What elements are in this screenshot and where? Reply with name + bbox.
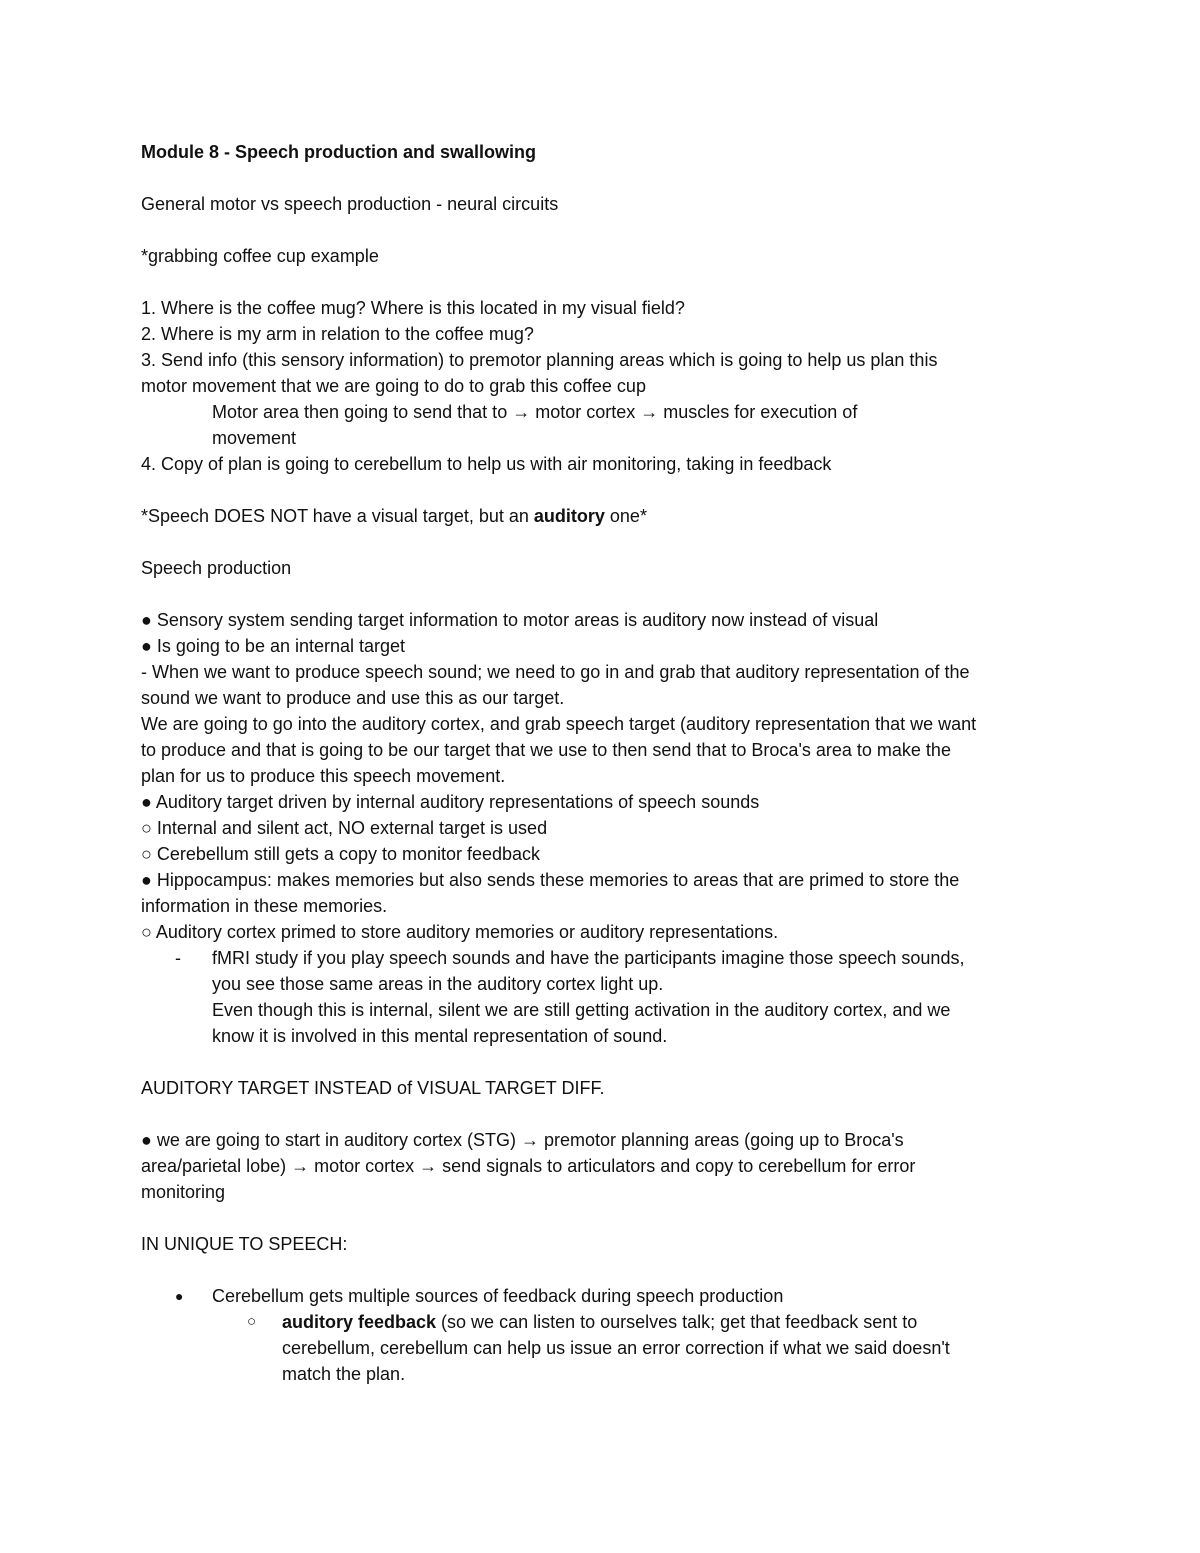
speech-line-4: sound we want to produce and use this as our target. xyxy=(141,688,565,708)
unique-sub-item-rest: (so we can listen to ourselves talk; get that feedback sent to xyxy=(436,1312,918,1332)
speech-heading: Speech production xyxy=(141,558,292,578)
spacer xyxy=(141,269,1061,295)
dash-marker: - xyxy=(175,948,181,968)
unique-heading: IN UNIQUE TO SPEECH: xyxy=(141,1234,348,1254)
speech-line-11: ● Hippocampus: makes memories but also sends these memories to areas that are primed to store the xyxy=(141,870,960,890)
pathway-line-1: ● we are going to start in auditory cortex (STG) → premotor planning areas (going up to Broca's xyxy=(141,1130,904,1150)
step-3-indent-line-1: Motor area then going to send that to → motor cortex → muscles for execution of xyxy=(212,402,858,422)
fmri-line-1: fMRI study if you play speech sounds and have the participants imagine those speech sounds, xyxy=(212,948,965,968)
example-heading: *grabbing coffee cup example xyxy=(141,246,379,266)
speech-note-bold: auditory xyxy=(533,506,605,526)
document-page xyxy=(141,139,1061,1387)
unique-item-text: Cerebellum gets multiple sources of feedback during speech production xyxy=(212,1286,784,1306)
speech-line-12: information in these memories. xyxy=(141,896,388,916)
unique-item xyxy=(141,1283,1061,1309)
speech-line-10: ○ Cerebellum still gets a copy to monitor feedback xyxy=(141,844,541,864)
fmri-line-3: Even though this is internal, silent we are still getting activation in the auditory cortex, and we xyxy=(212,1000,951,1020)
fmri-line-4: know it is involved in this mental representation of sound. xyxy=(212,1026,668,1046)
step-3-indent-line-2: movement xyxy=(212,428,297,448)
document-title: Module 8 - Speech production and swallowing xyxy=(141,142,537,162)
step-3-line-2: motor movement that we are going to do to grab this coffee cup xyxy=(141,376,646,396)
speech-line-9: ○ Internal and silent act, NO external target is used xyxy=(141,818,548,838)
spacer xyxy=(141,165,1061,191)
spacer xyxy=(141,477,1061,503)
speech-line-6: to produce and that is going to be our target that we use to then send that to Broca's area to make the xyxy=(141,740,951,760)
speech-line-3: - When we want to produce speech sound; we need to go in and grab that auditory representation of the xyxy=(141,662,970,682)
step-3-line-1: 3. Send info (this sensory information) to premotor planning areas which is going to help us plan this xyxy=(141,350,938,370)
speech-line-5: We are going to go into the auditory cortex, and grab speech target (auditory representation that we want xyxy=(141,714,977,734)
spacer xyxy=(141,581,1061,607)
spacer xyxy=(141,217,1061,243)
step-1: 1. Where is the coffee mug? Where is this located in my visual field? xyxy=(141,298,685,318)
spacer xyxy=(141,1049,1061,1075)
pathway-line-3: monitoring xyxy=(141,1182,226,1202)
section-subtitle: General motor vs speech production - neural circuits xyxy=(141,194,559,214)
spacer xyxy=(141,1101,1061,1127)
sub-bullet-marker: ○ xyxy=(247,1313,257,1330)
unique-sub-item-line-3: match the plan. xyxy=(282,1364,406,1384)
bullet-marker: ● xyxy=(175,1288,184,1304)
speech-line-1: ● Sensory system sending target information to motor areas is auditory now instead of visual xyxy=(141,610,879,630)
speech-line-8: ● Auditory target driven by internal auditory representations of speech sounds xyxy=(141,792,760,812)
speech-line-7: plan for us to produce this speech movement. xyxy=(141,766,506,786)
spacer xyxy=(141,1205,1061,1231)
speech-note-after: one* xyxy=(604,506,647,526)
speech-note-before: *Speech DOES NOT have a visual target, but an xyxy=(141,506,534,526)
speech-line-13: ○ Auditory cortex primed to store auditory memories or auditory representations. xyxy=(141,922,779,942)
fmri-line-2: you see those same areas in the auditory cortex light up. xyxy=(212,974,664,994)
unique-sub-item-line-2: cerebellum, cerebellum can help us issue an error correction if what we said doesn't xyxy=(282,1338,950,1358)
spacer xyxy=(141,529,1061,555)
step-2: 2. Where is my arm in relation to the coffee mug? xyxy=(141,324,534,344)
speech-line-2: ● Is going to be an internal target xyxy=(141,636,406,656)
spacer xyxy=(141,1257,1061,1283)
fmri-item xyxy=(141,945,1061,971)
step-4: 4. Copy of plan is going to cerebellum to help us with air monitoring, taking in feedback xyxy=(141,454,832,474)
pathway-line-2: area/parietal lobe) → motor cortex → send signals to articulators and copy to cerebellum for error xyxy=(141,1156,916,1176)
unique-sub-item xyxy=(141,1309,1061,1335)
diff-heading: AUDITORY TARGET INSTEAD of VISUAL TARGET DIFF. xyxy=(141,1078,605,1098)
speech-note xyxy=(141,503,1061,529)
unique-sub-item-bold: auditory feedback xyxy=(282,1312,437,1332)
